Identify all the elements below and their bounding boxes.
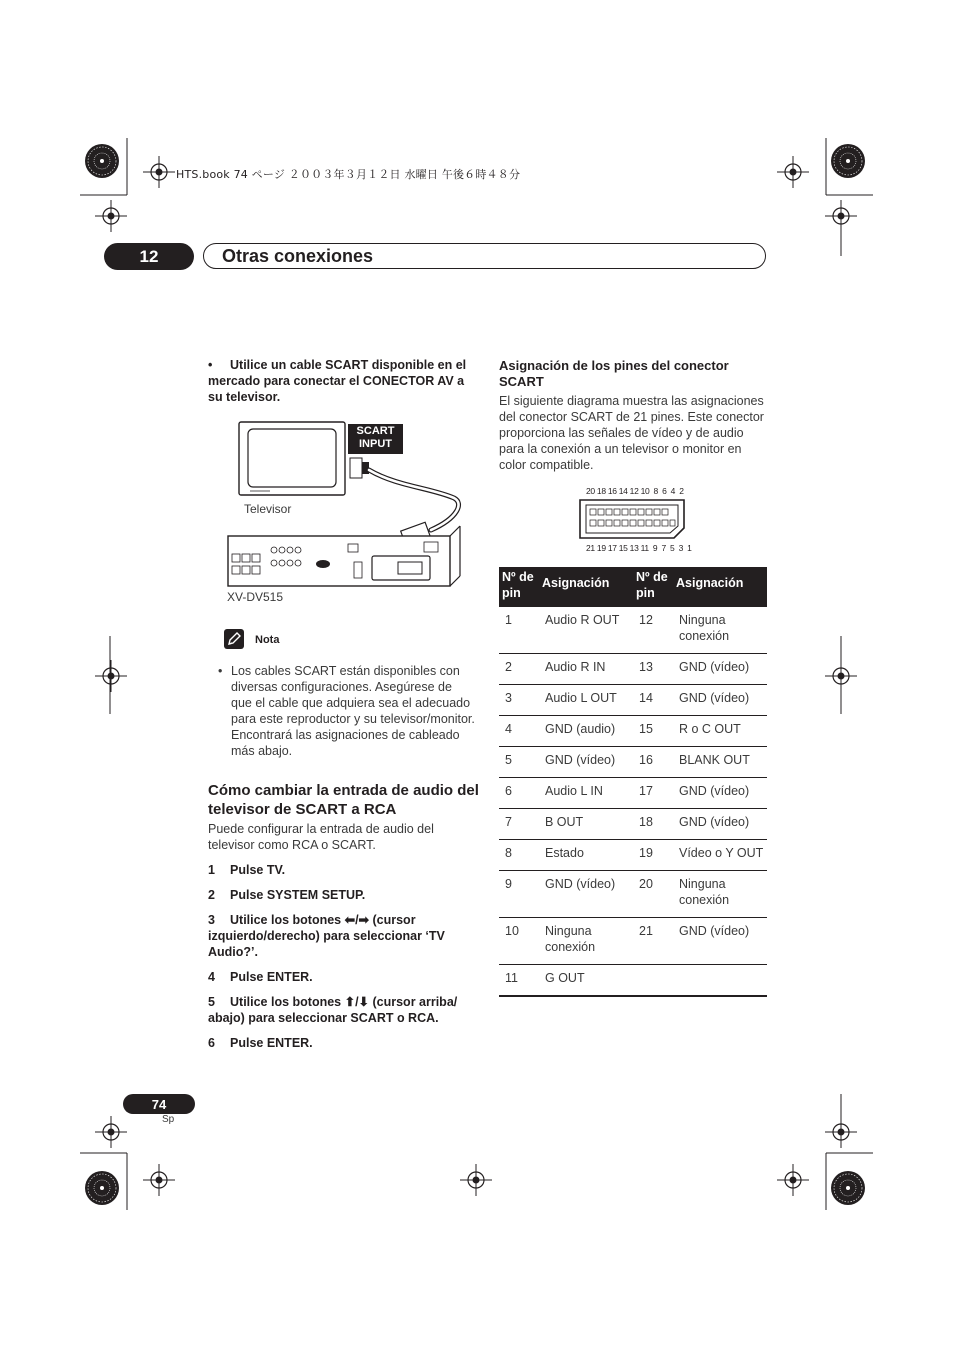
scart-label-line-2: INPUT bbox=[359, 438, 392, 450]
header-pin-no-2: Nº de pin bbox=[633, 567, 673, 607]
header-pin-no-1: Nº de pin bbox=[499, 567, 539, 607]
connector-bottom-pin-numbers: 21 19 17 15 13 11 9 7 5 3 1 bbox=[586, 543, 692, 553]
pin-section-intro: El siguiente diagrama muestra las asignaciones del conector SCART de 21 pines. Este conector proporciona las señales de vídeo y de audio para la conexión a un televisor o monitor en color compatible. bbox=[499, 394, 764, 472]
table-row: 2 Audio R IN 13 GND (vídeo) bbox=[499, 654, 767, 685]
chapter-number-badge: 12 bbox=[104, 243, 194, 270]
table-header-row bbox=[499, 567, 767, 607]
scart-instruction-text: Utilice un cable SCART disponible en el mercado para conectar el CONECTOR AV a su televisor. bbox=[208, 358, 467, 404]
table-row: 8 Estado 19 Vídeo o Y OUT bbox=[499, 840, 767, 871]
tv-screen bbox=[248, 429, 336, 487]
steps-list bbox=[208, 862, 480, 1060]
table-row: 4 GND (audio) 15 R o C OUT bbox=[499, 716, 767, 747]
note-pencil-icon bbox=[224, 629, 244, 649]
bullet-marker: • bbox=[208, 358, 213, 372]
pin-assignment-table bbox=[499, 567, 767, 997]
step-item: 1 Pulse TV. bbox=[208, 863, 286, 877]
audio-section-intro: Puede configurar la entrada de audio del televisor como RCA o SCART. bbox=[208, 822, 434, 852]
tv-label: Televisor bbox=[244, 502, 292, 516]
print-header-line: HTS.book 74 ページ ２００３年３月１２日 水曜日 午後６時４８分 bbox=[176, 168, 521, 181]
table-row: 7 B OUT 18 GND (vídeo) bbox=[499, 809, 767, 840]
step-item: 4 Pulse ENTER. bbox=[208, 970, 313, 984]
step-item: 2 Pulse SYSTEM SETUP. bbox=[208, 888, 366, 902]
table-row: 11 G OUT bbox=[499, 965, 767, 997]
table-row: 3 Audio L OUT 14 GND (vídeo) bbox=[499, 685, 767, 716]
language-code: Sp bbox=[162, 1114, 175, 1125]
page-number-badge: 74 bbox=[123, 1094, 195, 1114]
note-text: Los cables SCART están disponibles con diversas configuraciones. Asegúrese de que el cable que adquiera sea el adecuado para este reproductor y su televisor/monitor. Encontrará las asignaciones de cableado más abajo. bbox=[231, 664, 475, 758]
fm-antenna-jack bbox=[316, 560, 330, 568]
tv-scart-plug bbox=[350, 458, 362, 478]
step-item: 5 Utilice los botones ⬆/⬇ (cursor arriba/ abajo) para seleccionar SCART o RCA. bbox=[208, 995, 458, 1025]
step-item: 6 Pulse ENTER. bbox=[208, 1036, 313, 1050]
table-row: 1 Audio R OUT 12 Ninguna conexión bbox=[499, 607, 767, 654]
scart-input-label bbox=[348, 425, 403, 451]
pin-section-title: Asignación de los pines del conector SCART bbox=[499, 358, 729, 389]
chapter-title: Otras conexiones bbox=[222, 246, 374, 266]
scart-instruction bbox=[208, 357, 478, 405]
table-row: 10 Ninguna conexión 21 GND (vídeo) bbox=[499, 918, 767, 965]
scart-connector-diagram bbox=[578, 498, 688, 540]
table-row: 6 Audio L IN 17 GND (vídeo) bbox=[499, 778, 767, 809]
note-bullet: • bbox=[218, 664, 223, 678]
step-item: 3 Utilice los botones ⬅/➡ (cursor izquierdo/derecho) para seleccionar ‘TV Audio?’. bbox=[208, 913, 445, 959]
table-row: 5 GND (vídeo) 16 BLANK OUT bbox=[499, 747, 767, 778]
header-assignment-1: Asignación bbox=[539, 567, 633, 607]
header-assignment-2: Asignación bbox=[673, 567, 767, 607]
table-row: 9 GND (vídeo) 20 Ninguna conexión bbox=[499, 871, 767, 918]
note-body bbox=[218, 663, 476, 759]
connector-top-pin-numbers: 20 18 16 14 12 10 8 6 4 2 bbox=[586, 486, 684, 496]
audio-section-title: Cómo cambiar la entrada de audio del televisor de SCART a RCA bbox=[208, 782, 479, 818]
scart-label-line-1: SCART bbox=[356, 425, 395, 437]
note-title: Nota bbox=[255, 634, 280, 646]
player-label: XV-DV515 bbox=[227, 590, 284, 604]
